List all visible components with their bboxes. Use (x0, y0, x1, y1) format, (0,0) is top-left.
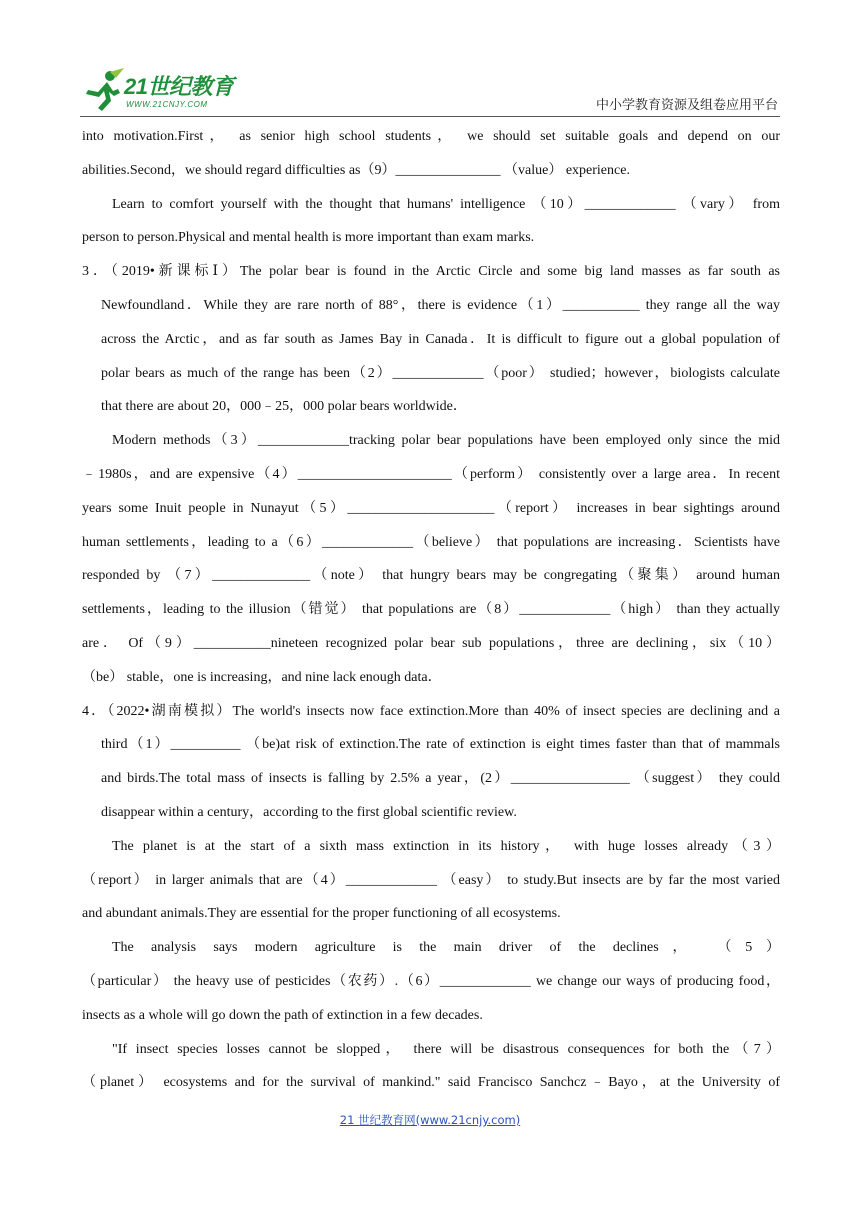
text-line: third（1）__________ （be)at risk of extinction.The rate of extinction is eight times faster than that of mammals (101, 737, 780, 753)
header-divider (80, 116, 780, 117)
text-line: （particular） the heavy use of pesticides（农药）.（6）_____________ we change our ways of producing food， (82, 973, 780, 989)
text-line: and abundant animals.They are essential for the proper functioning of all ecosystems. (82, 906, 561, 922)
text-line: years some Inuit people in Nunayut（5）_____________________（report） increases in bear sightings around (82, 500, 780, 516)
text-line: ﹣1980s，and are expensive（4）______________________（perform） consistently over a large area．In recent (82, 466, 780, 482)
text-line: that there are about 20，000﹣25，000 polar bears worldwide． (101, 399, 467, 415)
logo-title: 21世纪教育 (124, 74, 234, 99)
text-line: and birds.The total mass of insects is falling by 2.5% a year，(2）_________________ （suggest） they could (101, 771, 780, 787)
text-line: The analysis says modern agriculture is the main driver of the declines， （5） (112, 940, 780, 956)
text-line: abilities.Second，we should regard difficulties as（9）_______________ （value） experience. (82, 162, 630, 178)
text-line: into motivation.First， as senior high school students， we should set suitable goals and depend on our (82, 129, 780, 144)
text-line: （report） in larger animals that are（4）_____________ （easy） to study.But insects are by far the most varied (82, 872, 780, 888)
question-3-heading: 3．（2019•新课标Ⅰ）The polar bear is found in the Arctic Circle and some big land masses as far south as (82, 264, 780, 280)
runner-logo-icon (80, 68, 124, 112)
text-line: are． Of（9）___________nineteen recognized polar bear sub populations，three are declining，six（10） (82, 635, 780, 651)
footer-link[interactable]: 21 世纪教育网(www.21cnjy.com) (339, 1113, 521, 1127)
text-line: insects as a whole will go down the path of extinction in a few decades. (82, 1007, 483, 1023)
text-line: settlements，leading to the illusion（错觉） that populations are（8）_____________（high） than they actually (82, 602, 780, 618)
question-4-heading: 4．（2022•湖南模拟）The world's insects now face extinction.More than 40% of insect species are declining and a (82, 703, 780, 719)
text-line: across the Arctic，and as far south as James Bay in Canada．It is difficult to figure out a global population of (101, 331, 780, 347)
logo (80, 68, 255, 114)
text-line: human settlements，leading to a（6）_____________（believe） that populations are increasing．Scientists have (82, 534, 780, 550)
text-line: （be） stable，one is increasing，and nine lack enough data． (82, 669, 442, 685)
text-line: person to person.Physical and mental health is more important than exam marks. (82, 230, 535, 246)
text-line: responded by （7）______________（note） that hungry bears may be congregating（聚集） around human (82, 568, 780, 584)
text-line: Modern methods（3）_____________tracking polar bear populations have been employed only since the mid (112, 433, 780, 449)
logo-subtitle: WWW.21CNJY.COM (126, 100, 208, 109)
text-line: The planet is at the start of a sixth mass extinction in its history， with huge losses already（3） (112, 838, 780, 854)
text-line: "If insect species losses cannot be slopped， there will be disastrous consequences for both the（7） (112, 1041, 780, 1057)
text-line: （planet） ecosystems and for the survival of mankind." said Francisco Sanchcz﹣Bayo，at the University of (82, 1075, 780, 1091)
text-line: Newfoundland．While they are rare north of 88°，there is evidence（1）___________ they range all the way (101, 297, 780, 313)
text-line: Learn to comfort yourself with the thought that humans' intelligence （10）_____________ （vary） from (112, 196, 780, 212)
text-line: polar bears as much of the range has been（2）_____________（poor） studied；however，biologists calculate (101, 365, 780, 381)
header-tagline: 中小学教育资源及组卷应用平台 (595, 98, 778, 113)
page-header (80, 62, 780, 116)
document-body (82, 120, 780, 1100)
text-line: disappear within a century，according to the first global scientific review. (101, 804, 517, 820)
